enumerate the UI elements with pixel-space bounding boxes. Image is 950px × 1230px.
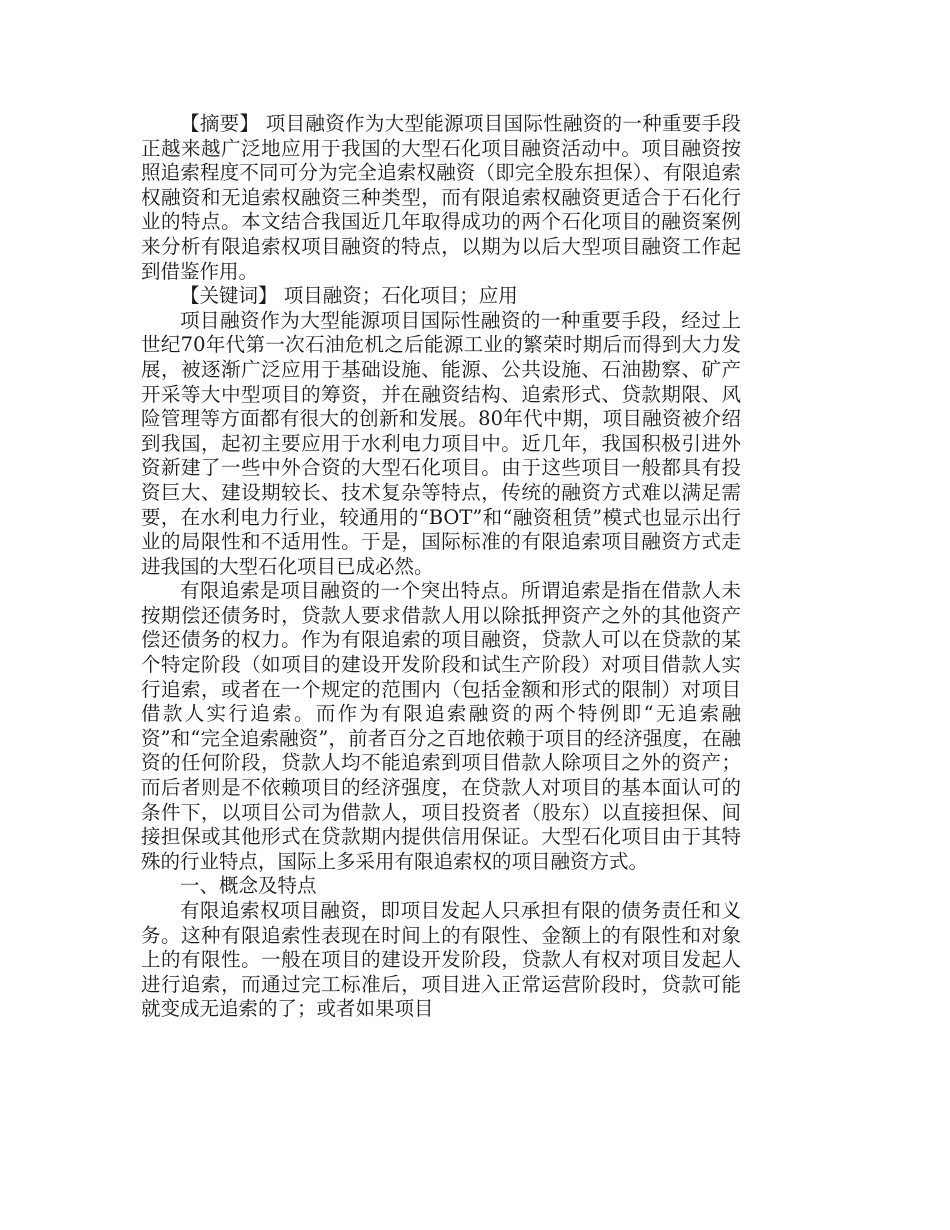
recourse-paragraph: 有限追索是项目融资的一个突出特点。所谓追索是指在借款人未按期偿还债务时，贷款人要求借款人用以除抵押资产之外的其他资产偿还债务的权力。作为有限追索的项目融资，贷款人可以在贷款的某个特定阶段（如项目的建设开发阶段和试生产阶段）对项目借款人实行追索，或者在一个规定的范围内（包括金额和形式的限制）对项目借款人实行追索。而作为有限追索融资的两个特例即“无追索融资”和“完全追索融资”，前者百分之百地依赖于项目的经济强度，在融资的任何阶段，贷款人均不能追索到项目借款人除项目之外的资产；而后者则是不依赖项目的经济强度，在贷款人对项目的基本面认可的条件下，以项目公司为借款人，项目投资者（股东）以直接担保、间接担保或其他形式在贷款期内提供信用保证。大型石化项目由于其特殊的行业特点，国际上多采用有限追索权的项目融资方式。: [141, 579, 741, 873]
section-heading: 一、概念及特点: [180, 874, 317, 898]
abstract-label: 【摘要】: [180, 112, 260, 135]
keywords-paragraph: [141, 284, 741, 309]
keywords-label: 【关键词】: [180, 284, 278, 308]
document-body: [141, 112, 741, 1022]
section-paragraph: 有限追索权项目融资，即项目发起人只承担有限的债务责任和义务。这种有限追索性表现在时间上的有限性、金额上的有限性和对象上的有限性。一般在项目的建设开发阶段，贷款人有权对项目发起人进行追索，而通过完工标准后，项目进入正常运营阶段时，贷款可能就变成无追索的了；或者如果项目: [141, 899, 741, 1021]
abstract-text: 项目融资作为大型能源项目国际性融资的一种重要手段正越来越广泛地应用于我国的大型石化项目融资活动中。项目融资按照追索程度不同可分为完全追索权融资（即完全股东担保）、有限追索权融资和无追索权融资三种类型，而有限追索权融资更适合于石化行业的特点。本文结合我国近几年取得成功的两个石化项目的融资案例来分析有限追索权项目融资的特点，以期为以后大型项目融资工作起到借鉴作用。: [141, 112, 741, 283]
keywords-text: 项目融资；石化项目；应用: [277, 284, 518, 308]
intro-paragraph: 项目融资作为大型能源项目国际性融资的一种重要手段，经过上世纪70年代第一次石油危机之后能源工业的繁荣时期后而得到大力发展，被逐渐广泛应用于基础设施、能源、公共设施、石油勘察、矿产开采等大中型项目的筹资，并在融资结构、追索形式、贷款期限、风险管理等方面都有很大的创新和发展。80年代中期，项目融资被介绍到我国，起初主要应用于水利电力项目中。近几年，我国积极引进外资新建了一些中外合资的大型石化项目。由于这些项目一般都具有投资巨大、建设期较长、技术复杂等特点，传统的融资方式难以满足需要，在水利电力行业，较通用的“BOT”和“融资租赁”模式也显示出行业的局限性和不适用性。于是，国际标准的有限追索项目融资方式走进我国的大型石化项目已成必然。: [141, 308, 741, 578]
abstract-paragraph: [141, 112, 741, 284]
